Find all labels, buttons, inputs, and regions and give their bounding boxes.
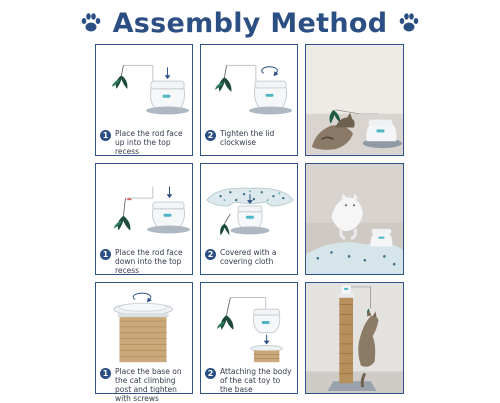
cat-toy-lid-illustration: [201, 45, 297, 125]
step-number-badge: 2: [205, 130, 216, 141]
step-caption-text: Attaching the body of the cat toy to the base: [220, 367, 292, 394]
step-card: [95, 282, 193, 403]
step-number-badge: 2: [205, 368, 216, 379]
step-caption-text: Place the rod face up into the top recess: [115, 129, 183, 156]
page-title: Assembly Method: [112, 7, 388, 39]
step-card: [95, 44, 193, 156]
paw-icon: [79, 11, 103, 35]
step-caption: [205, 367, 293, 394]
attach-body-illustration: [201, 283, 297, 363]
step-caption: [100, 367, 188, 403]
white-cat-photo: [305, 163, 404, 275]
cat-playing-photo: [305, 44, 404, 156]
step-card: [200, 163, 298, 275]
cat-toy-rod-down-illustration: [96, 164, 192, 244]
cat-on-post-photo: [305, 282, 404, 394]
step-card: [95, 163, 193, 275]
paw-icon: [397, 11, 421, 35]
step-card: [200, 282, 298, 394]
header: [0, 4, 500, 42]
step-caption: [100, 248, 188, 275]
covering-cloth-illustration: [201, 164, 297, 244]
step-caption-text: Covered with a covering cloth: [220, 248, 277, 266]
step-caption: [100, 129, 188, 156]
step-number-badge: 1: [100, 130, 111, 141]
step-card: [200, 44, 298, 156]
scratching-post-base-illustration: [96, 283, 192, 363]
step-caption-text: Tighten the lid clockwise: [220, 129, 275, 147]
step-number-badge: 2: [205, 249, 216, 260]
step-caption: [205, 129, 293, 147]
cat-toy-rod-up-illustration: [96, 45, 192, 125]
step-caption: [205, 248, 293, 266]
step-caption-text: Place the rod face down into the top recess: [115, 248, 183, 275]
step-number-badge: 1: [100, 368, 111, 379]
step-caption-text: Place the base on the cat climbing post and tighten with screws: [115, 367, 182, 403]
step-number-badge: 1: [100, 249, 111, 260]
